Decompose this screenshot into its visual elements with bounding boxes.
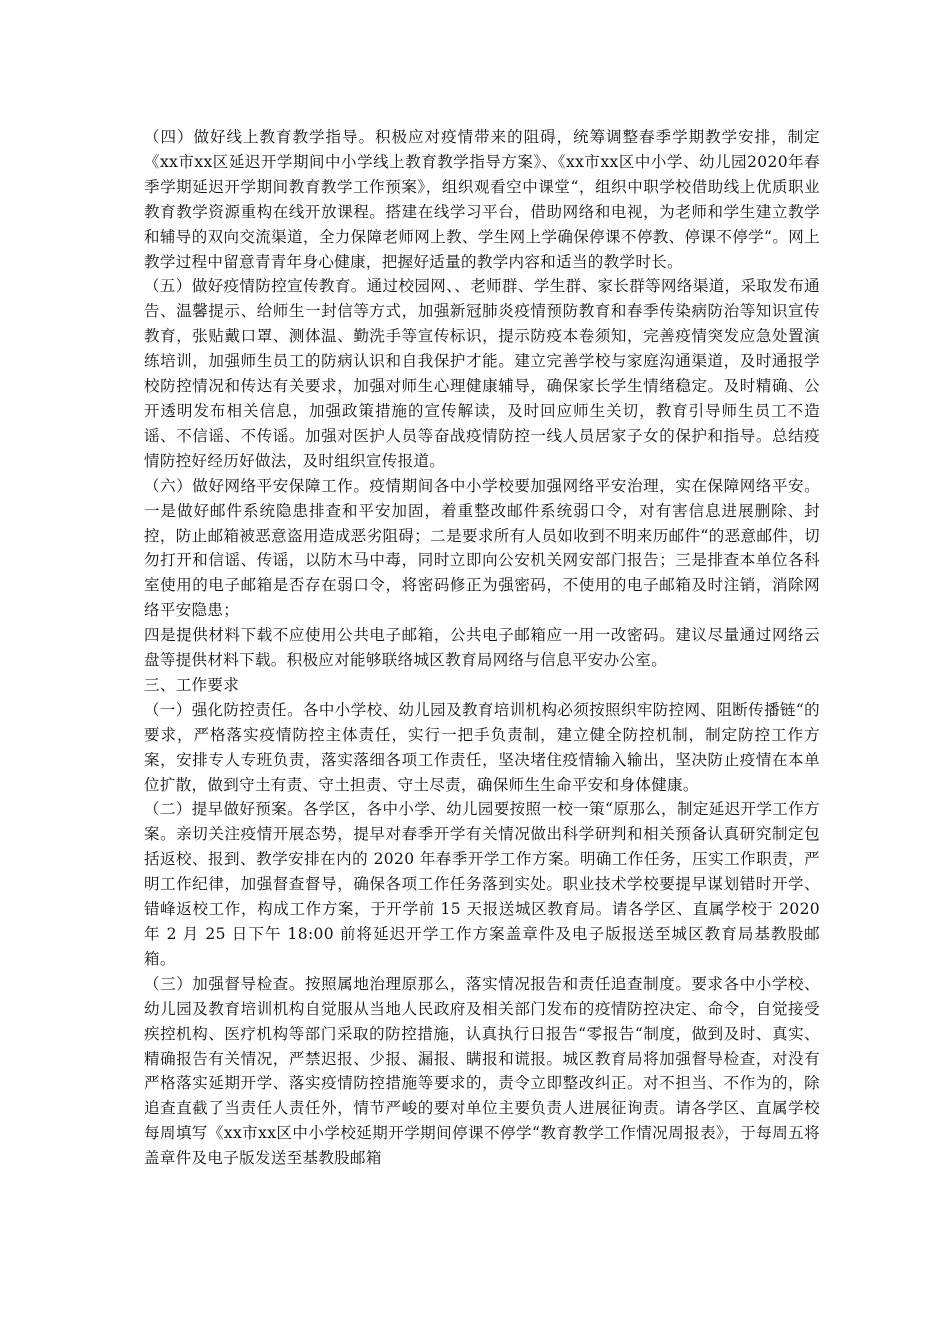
paragraph-material-download: 四是提供材料下载不应使用公共电子邮箱，公共电子邮箱应一用一改密码。建议尽量通过网络云盘等提供材料下载。积极应对能够联络城区教育局网络与信息平安办公室。 — [144, 626, 820, 670]
paragraph-prevention-responsibility: （一）强化防控责任。各中小学校、幼儿园及教育培训机构必须按照织牢防控网、阻断传播链“的要求，严格落实疫情防控主体责任，实行一把手负责制，建立健全防控机制，制定防控工作方案，安排专人专班负责，落实落细各项工作责任，坚决堵住疫情输入输出，坚决防止疫情在本单位扩散，做到守土有责、守土担责、守土尽责，确保师生生命平安和身体健康。 — [144, 700, 820, 794]
paragraph-online-teaching: （四）做好线上教育教学指导。积极应对疫情带来的阻碍，统筹调整春季学期教学安排，制定《xx市xx区延迟开学期间中小学线上教育教学指导方案》、《xx市xx区中小学、幼儿园2020年春季学期延迟开学期间教育教学工作预案》，组织观看空中课堂“，组织中职学校借助线上优质职业教育教学资源重构在线开放课程。搭建在线学习平台，借助网络和电视，为老师和学生建立教学和辅导的双向交流渠道，全力保障老师网上教、学生网上学确保停课不停教、停课不停学“。网上教学过程中留意青青年身心健康，把握好适量的教学内容和适当的教学时长。 — [144, 128, 820, 271]
section-heading-work-requirements: 三、工作要求 — [144, 675, 240, 694]
paragraph-early-planning: （二）提早做好预案。各学区，各中小学、幼儿园要按照一校一策“原那么，制定延迟开学工作方案。亲切关注疫情开展态势，提早对春季开学有关情况做出科学研判和相关预备认真研究制定包括返校、报到、教学安排在内的 2020 年春季开学工作方案。明确工作任务，压实工作职责，严明工作纪律，加强督查督导，确保各项工作任务落到实处。职业技术学校要提早谋划错时开学、错峰返校工作，构成工作方案，于开学前 15 天报送城区教育局。请各学区、直属学校于 2020 年 2 月 25 日下午 18:00 前将延迟开学工作方案盖章件及电子版报送至城区教育局基教股邮箱。 — [144, 800, 820, 968]
paragraph-supervision-inspection: （三）加强督导检查。按照属地治理原那么，落实情况报告和责任追查制度。要求各中小学校、幼儿园及教育培训机构自觉服从当地人民政府及相关部门发布的疫情防控决定、命令，自觉接受疾控机构、医疗机构等部门采取的防控措施，认真执行日报告“零报告“制度，做到及时、真实、精确报告有关情况，严禁迟报、少报、漏报、瞒报和谎报。城区教育局将加强督导检查，对没有严格落实延期开学、落实疫情防控措施等要求的，责令立即整改纠正。对不担当、不作为的，除追查直截了当责任人责任外，情节严峻的要对单位主要负责人进展征询责。请各学区、直属学校每周填写《xx市xx区中小学校延期开学期间停课不停学“教育教学工作情况周报表》，于每周五将盖章件及电子版发送至基教股邮箱 — [144, 974, 820, 1168]
paragraph-network-security: （六）做好网络平安保障工作。疫情期间各中小学校要加强网络平安治理，实在保障网络平安。一是做好邮件系统隐患排查和平安加固，着重整改邮件系统弱口令，对有害信息进展删除、封控，防止邮箱被恶意盗用造成恶劣阻碍；二是要求所有人员如收到不明来历邮件“的恶意邮件，切勿打开和信谣、传谣，以防木马中毒，同时立即向公安机关网安部门报告；三是排查本单位各科室使用的电子邮箱是否存在弱口令，将密码修正为强密码，不使用的电子邮箱及时注销，消除网络平安隐患； — [144, 476, 820, 620]
paragraph-epidemic-publicity: （五）做好疫情防控宣传教育。通过校园网、、老师群、学生群、家长群等网络渠道，采取发布通告、温馨提示、给师生一封信等方式，加强新冠肺炎疫情预防教育和春季传染病防治等知识宣传教育，张贴戴口罩、测体温、勤洗手等宣传标识，提示防疫本卷须知，完善疫情突发应急处置演练培训，加强师生员工的防病认识和自我保护才能。建立完善学校与家庭沟通渠道，及时通报学校防控情况和传达有关要求，加强对师生心理健康辅导，确保家长学生情绪稳定。及时精确、公开透明发布相关信息，加强政策措施的宣传解读，及时回应师生关切，教育引导师生员工不造谣、不信谣、不传谣。加强对医护人员等奋战疫情防控一线人员居家子女的保护和指导。总结疫情防控好经历好做法，及时组织宣传报道。 — [144, 277, 820, 470]
document-body — [144, 125, 820, 1171]
